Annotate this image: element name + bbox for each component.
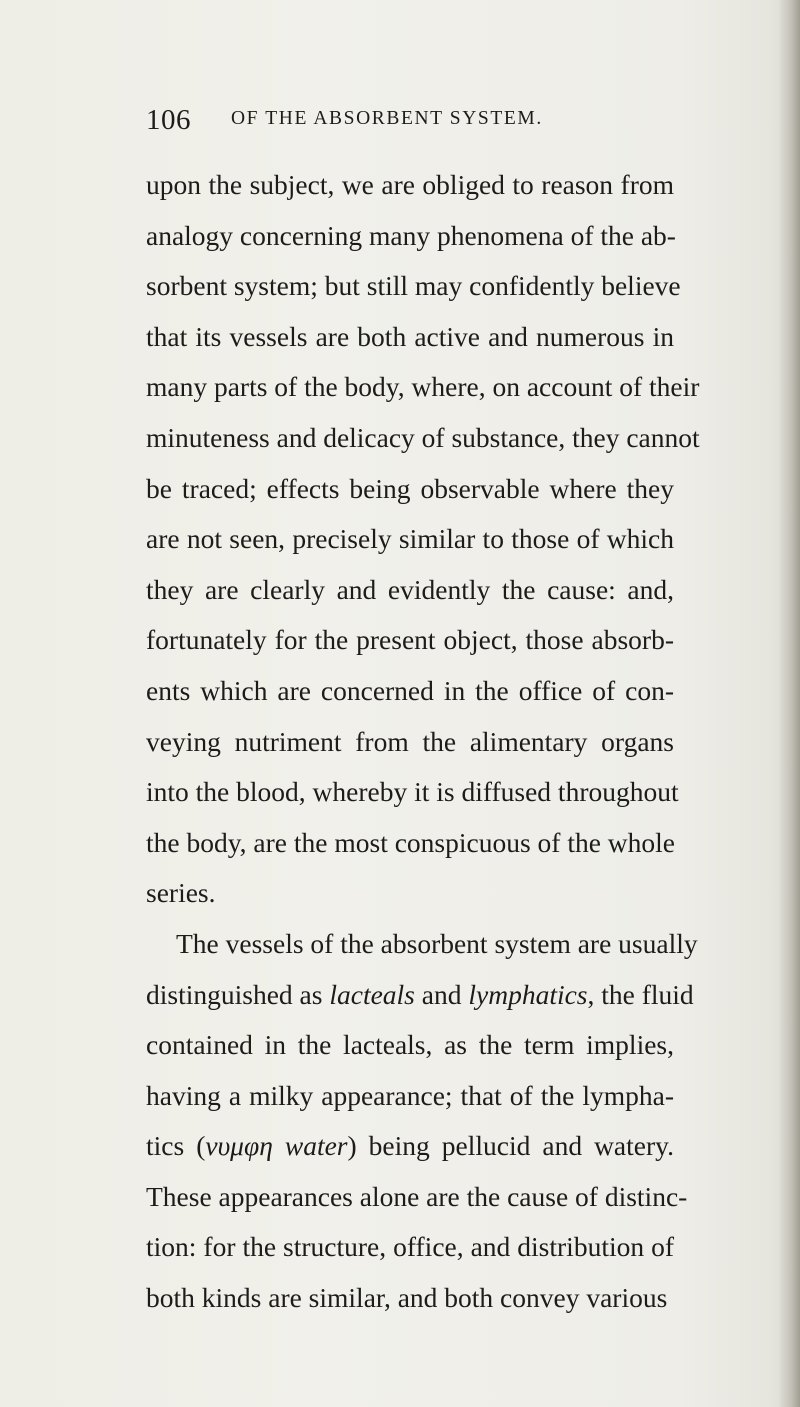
text-run: are not seen, precisely similar to those of which	[146, 523, 674, 555]
italic-term: lacteals	[329, 978, 415, 1010]
text-run: tion: for the structure, office, and distribution of	[146, 1231, 674, 1263]
text-run: they are clearly and evidently the cause: and,	[146, 573, 674, 605]
text-line	[146, 868, 674, 919]
text-run: ents which are concerned in the office of con-	[146, 674, 674, 706]
text-line	[146, 261, 681, 312]
text-run: having a milky appearance; that of the lympha-	[146, 1079, 674, 1111]
text-run: and	[414, 978, 469, 1010]
page-number: 106	[146, 104, 191, 136]
text-run: analogy concerning many phenomena of the ab-	[146, 219, 676, 251]
text-line	[146, 970, 694, 1021]
text-run: fortunately for the present object, those absorb-	[146, 624, 674, 656]
text-line	[146, 211, 674, 262]
text-run: sorbent system; but still may confidently believe	[146, 270, 681, 302]
text-line	[146, 565, 674, 616]
text-run: be traced; effects being observable where they	[146, 472, 674, 504]
text-run: contained in the lacteals, as the term implies,	[146, 1029, 674, 1061]
text-run: These appearances alone are the cause of distinc-	[146, 1180, 688, 1212]
text-run: the body, are the most conspicuous of the whole	[146, 826, 675, 858]
text-line	[146, 1222, 674, 1273]
text-line	[146, 1121, 674, 1172]
text-line	[146, 514, 674, 565]
text-line	[146, 615, 674, 666]
text-run: series.	[146, 877, 216, 909]
text-run: veying nutriment from the alimentary organs	[146, 725, 674, 757]
text-line	[146, 312, 674, 363]
text-run: both kinds are similar, and both convey various	[146, 1282, 668, 1314]
text-run: tics (	[146, 1130, 206, 1162]
text-run: distinguished as	[146, 978, 330, 1010]
running-head	[146, 104, 666, 140]
text-line	[146, 666, 674, 717]
text-line	[146, 413, 700, 464]
text-line	[146, 362, 700, 413]
text-line	[146, 919, 698, 970]
text-line	[146, 1071, 674, 1122]
text-line	[146, 767, 679, 818]
text-run: minuteness and delicacy of substance, they cannot	[146, 421, 700, 453]
text-line	[146, 717, 674, 768]
page-gutter-shadow	[778, 0, 800, 1407]
text-run: into the blood, whereby it is diffused throughout	[146, 776, 679, 808]
text-line	[146, 160, 674, 211]
text-line	[146, 818, 674, 869]
text-line	[146, 1172, 688, 1223]
text-run: many parts of the body, where, on account of their	[146, 371, 700, 403]
text-run: upon the subject, we are obliged to reason from	[146, 169, 674, 200]
italic-term: νυμφη water	[205, 1130, 348, 1162]
text-run: that its vessels are both active and numerous in	[146, 320, 674, 352]
text-line	[146, 464, 674, 515]
text-run: ) being pellucid and watery.	[347, 1130, 674, 1162]
text-run: , the fluid	[587, 978, 694, 1010]
italic-term: lymphatics	[468, 978, 588, 1010]
text-line	[146, 1273, 674, 1324]
body-text	[146, 160, 700, 1324]
text-line	[146, 1020, 674, 1071]
text-run: The vessels of the absorbent system are usually	[176, 927, 698, 959]
running-head-title: OF THE ABSORBENT SYSTEM.	[231, 108, 543, 129]
